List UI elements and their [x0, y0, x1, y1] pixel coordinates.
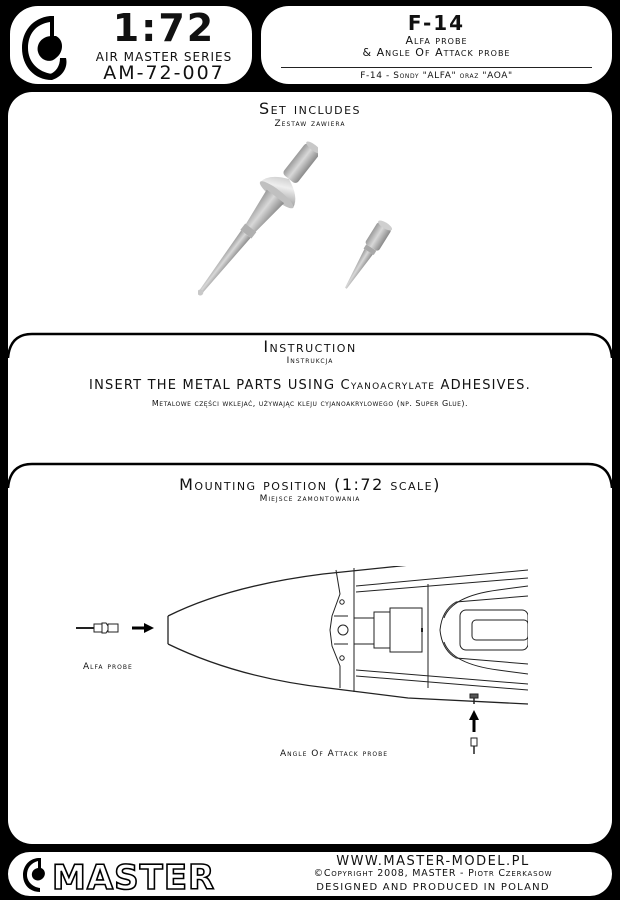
product-title: F-14 — [407, 11, 466, 35]
mounting-section — [8, 466, 612, 844]
product-code: AM-72-007 — [103, 62, 225, 84]
instruction-text-en: INSERT THE METAL PARTS USING Cyanoacrylate ADHESIVES. — [89, 378, 531, 393]
instruction-section — [8, 332, 612, 462]
master-brand-logo — [22, 856, 242, 894]
title-divider — [281, 67, 592, 68]
scale-label: 1:72 — [112, 6, 216, 50]
mounting-subtitle: Miejsce zamontowania — [259, 494, 361, 504]
header-brand-panel — [10, 6, 252, 84]
master-swirl-small-icon — [23, 858, 45, 892]
copyright-text: ©Copyright 2008, MASTER - Piotr Czerkasow — [313, 868, 553, 879]
instruction-subtitle: Instrukcja — [286, 356, 334, 366]
set-includes-subtitle: Zestaw zawiera — [274, 119, 346, 129]
alfa-probe-part-image — [198, 132, 318, 302]
master-swirl-logo-icon — [20, 14, 70, 82]
aoa-probe-small-icon — [471, 738, 477, 754]
alfa-probe-small-icon — [76, 623, 118, 633]
svg-text:MASTER: MASTER — [52, 858, 216, 894]
content-panel — [8, 92, 612, 844]
product-subtitle-1: Alfa probe — [405, 34, 468, 47]
set-includes-section — [8, 92, 612, 332]
product-subtitle-2: & Angle Of Attack probe — [362, 46, 511, 59]
arrow-right-icon — [132, 623, 154, 633]
instruction-text-pl: Metalowe części wklejać, używając kleju cyjanoakrylowego (np. Super Glue). — [151, 399, 469, 408]
set-includes-title: Set includes — [258, 99, 362, 118]
aoa-probe-label: Angle Of Attack probe — [280, 749, 389, 759]
f14-nose-diagram — [68, 566, 528, 766]
mounting-title: Mounting position (1:72 scale) — [179, 475, 441, 494]
product-title-polish: F-14 - Sondy "ALFA" oraz "AOA" — [360, 71, 513, 81]
aoa-probe-part-image — [336, 216, 396, 296]
made-in-text: DESIGNED AND PRODUCED IN POLAND — [316, 882, 550, 893]
instruction-title: Instruction — [263, 337, 357, 356]
alfa-probe-label: Alfa probe — [83, 662, 133, 672]
arrow-up-icon — [469, 710, 479, 732]
footer-panel — [8, 852, 612, 896]
website-url[interactable]: WWW.MASTER-MODEL.PL — [336, 854, 530, 869]
series-label: AIR MASTER SERIES — [95, 50, 233, 64]
header-title-panel — [261, 6, 612, 84]
